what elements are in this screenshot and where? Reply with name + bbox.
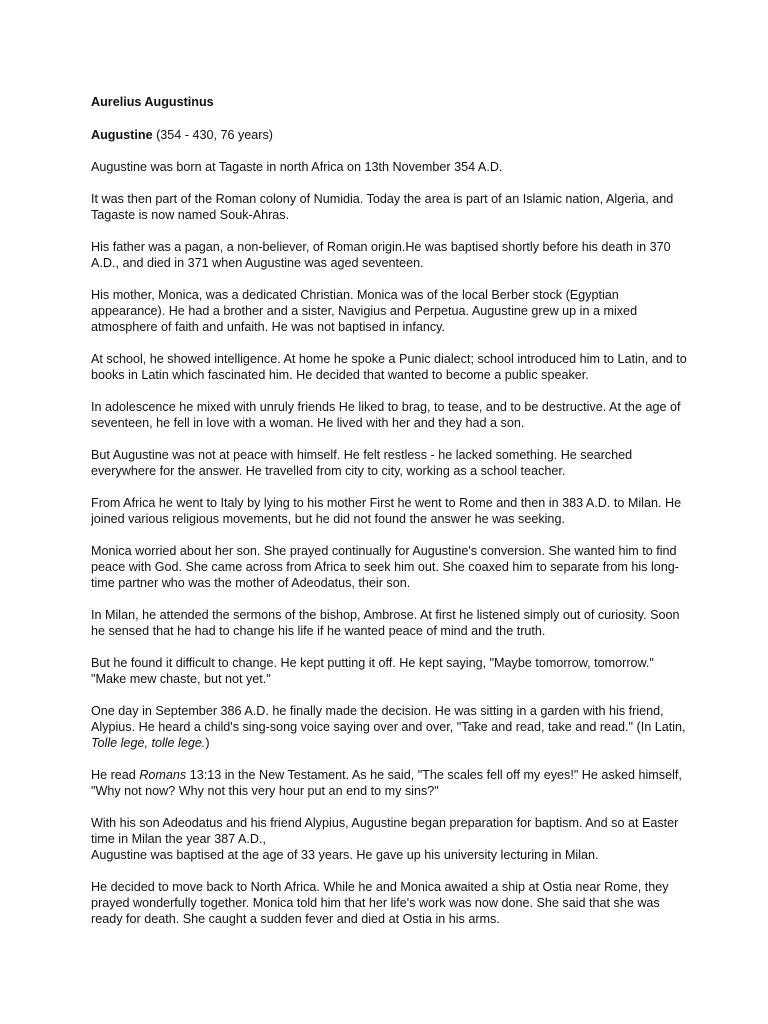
paragraph-garden-close: ): [205, 736, 210, 750]
paragraph-numidia: It was then part of the Roman colony of Numidia. Today the area is part of an Islamic nation, Algeria, and Tagaste is now named Souk-Ahras.: [91, 192, 674, 222]
paragraph-ostia: He decided to move back to North Africa. While he and Monica awaited a ship at Ostia near Rome, they prayed wonderfully together. Monica told him that her life's work was now done. She said that she was ready for death. She caught a sudden fever and died at Ostia in his arms.: [91, 880, 669, 926]
paragraph-father: His father was a pagan, a non-believer, of Roman origin.He was baptised shortly before his death in 370 A.D., and died in 371 when Augustine was aged seventeen.: [91, 240, 671, 270]
paragraph-putting-off-line2: "Make mew chaste, but not yet.": [91, 672, 271, 686]
subtitle-dates: (354 - 430, 76 years): [152, 128, 273, 142]
paragraph-adolescence: In adolescence he mixed with unruly friends He liked to brag, to tease, and to be destructive. At the age of seventeen, he fell in love with a woman. He lived with her and they had a son.: [91, 400, 681, 430]
paragraph-baptism-line1: With his son Adeodatus and his friend Alypius, Augustine began preparation for baptism. And so at Easter time in Milan the year 387 A.D.,: [91, 816, 679, 846]
paragraph-milan-ambrose: In Milan, he attended the sermons of the bishop, Ambrose. At first he listened simply out of curiosity. Soon he sensed that he had to change his life if he wanted peace of mind and the truth.: [91, 608, 680, 638]
paragraph-monica-worried: Monica worried about her son. She prayed continually for Augustine's conversion. She wanted him to find peace with God. She came across from Africa to seek him out. She coaxed him to separate from his long-time partner who was the mother of Adeodatus, their son.: [91, 544, 679, 590]
paragraph-restless: But Augustine was not at peace with himself. He felt restless - he lacked something. He searched everywhere for the answer. He travelled from city to city, working as a school teacher.: [91, 448, 633, 478]
paragraph-romans-pre: He read: [91, 768, 140, 782]
paragraph-romans: [91, 767, 691, 799]
paragraph-birth: Augustine was born at Tagaste in north Africa on 13th November 354 A.D.: [91, 160, 503, 174]
paragraph-school: At school, he showed intelligence. At home he spoke a Punic dialect; school introduced him to Latin, and to books in Latin which fascinated him. He decided that wanted to become a public speaker.: [91, 352, 687, 382]
paragraph-putting-off: [91, 655, 691, 687]
paragraph-garden-latin: Tolle lege, tolle lege.: [91, 736, 206, 750]
paragraph-baptism: [91, 815, 691, 863]
paragraph-putting-off-line1: But he found it difficult to change. He kept putting it off. He kept saying, "Maybe tomorrow, tomorrow.": [91, 656, 654, 670]
subtitle-line: [91, 127, 691, 143]
document-title: Aurelius Augustinus: [91, 95, 214, 109]
paragraph-italy: From Africa he went to Italy by lying to his mother First he went to Rome and then in 383 A.D. to Milan. He joined various religious movements, but he did not found the answer he was seeking.: [91, 496, 682, 526]
paragraph-romans-post: 13:13 in the New Testament. As he said, "The scales fell off my eyes!" He asked himself, "Why not now? Why not this very hour put an end to my sins?": [91, 768, 682, 798]
subtitle-name: Augustine: [91, 128, 153, 142]
document-page: [91, 94, 691, 943]
paragraph-garden-text: One day in September 386 A.D. he finally made the decision. He was sitting in a garden with his friend, Alypius. He heard a child's sing-song voice saying over and over, "Take and read, take and read." (In Latin,: [91, 704, 686, 734]
paragraph-garden: [91, 703, 691, 751]
paragraph-baptism-line2: Augustine was baptised at the age of 33 years. He gave up his university lecturing in Milan.: [91, 848, 599, 862]
paragraph-mother: His mother, Monica, was a dedicated Christian. Monica was of the local Berber stock (Egyptian appearance). He had a brother and a sister, Navigius and Perpetua. Augustine grew up in a mixed atmosphere of faith and unfaith. He was not baptised in infancy.: [91, 288, 638, 334]
paragraph-romans-book: Romans: [139, 768, 187, 782]
